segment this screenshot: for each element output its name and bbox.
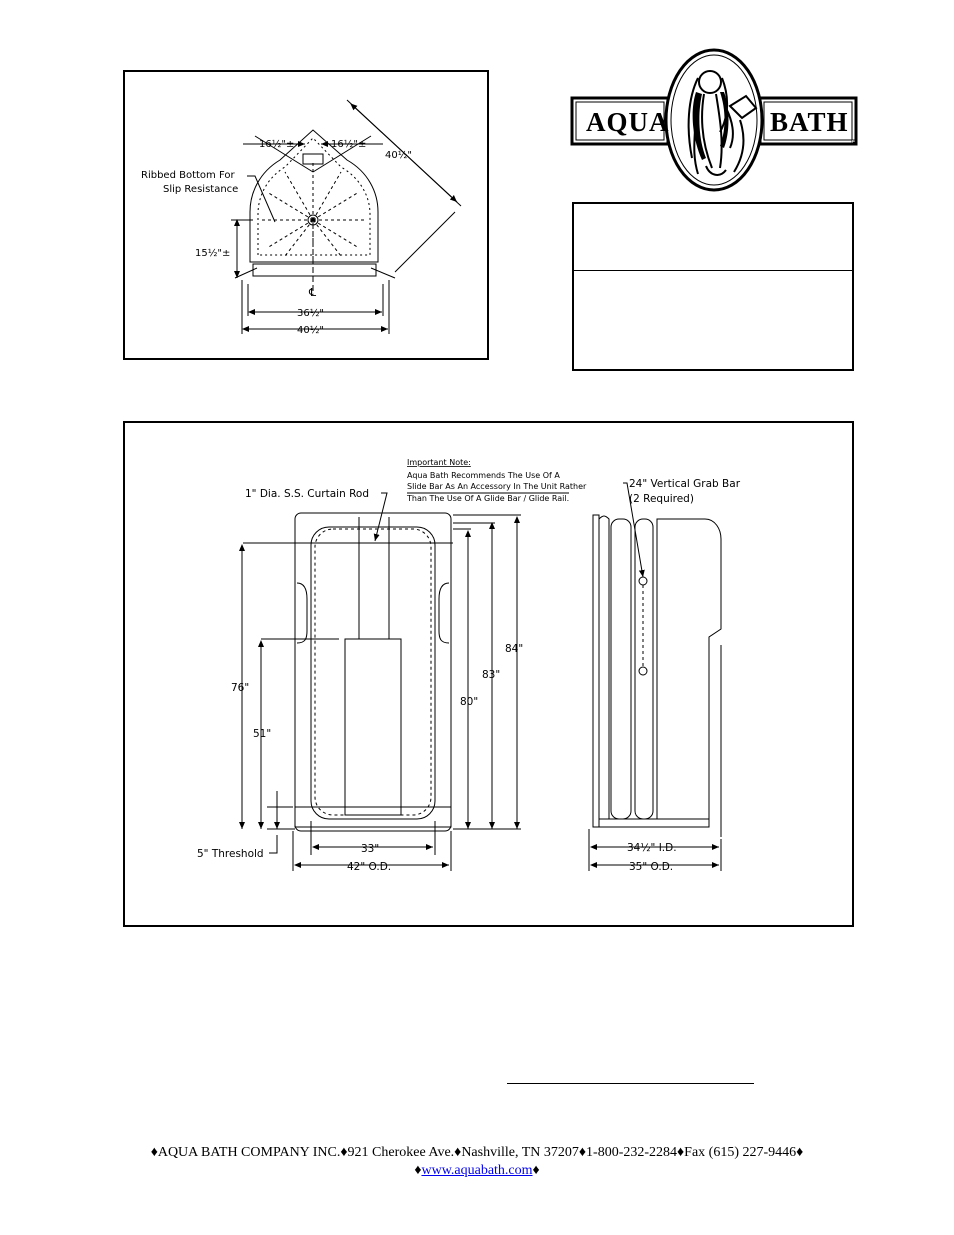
logo-left-word: AQUA: [586, 107, 670, 137]
logo-graphic: [570, 48, 860, 198]
threshold-label: 5" Threshold: [197, 848, 264, 860]
dim-outer-width: 40½": [297, 325, 325, 336]
dim-depth: 15½"±: [195, 248, 231, 259]
ribbed-label-line2: Slip Resistance: [163, 184, 239, 195]
footer-diamond-right: ♦: [532, 1163, 540, 1178]
important-note-line3: Than The Use Of A Glide Bar / Glide Rail.: [407, 494, 570, 503]
centerline-symbol: ℄: [309, 286, 317, 299]
ribbed-label-line1: Ribbed Bottom For: [141, 170, 235, 181]
elevation-drawing: [125, 423, 852, 925]
dim-84: 84": [505, 643, 524, 655]
footer-diamond-left: ♦: [414, 1163, 422, 1178]
footer-address: ♦AQUA BATH COMPANY INC.♦921 Cherokee Ave.♦Nashville, TN 37207♦1-800-232-2284♦Fax (615) 227-9446♦: [150, 1145, 804, 1160]
dim-76: 76": [231, 682, 250, 694]
dim-35-od: 35" O.D.: [629, 861, 674, 873]
dim-80: 80": [460, 696, 479, 708]
signature-line: [507, 1083, 754, 1084]
dim-51: 51": [253, 728, 272, 740]
registered-mark: ®: [850, 138, 858, 147]
plan-view-drawing: [125, 72, 487, 358]
info-box: [572, 202, 854, 371]
front-elevation: [293, 513, 453, 831]
plan-view-frame: [123, 70, 489, 360]
dim-diagonal: 40½": [385, 150, 413, 161]
important-note-line2: Slide Bar As An Accessory In The Unit Rather: [407, 482, 587, 491]
side-elevation: [593, 515, 721, 837]
website-link[interactable]: www.aquabath.com: [421, 1163, 533, 1178]
dim-inner-width: 36½": [297, 308, 325, 319]
curtain-rod-label: 1" Dia. S.S. Curtain Rod: [245, 488, 369, 500]
footer-website-line: [0, 1163, 954, 1179]
logo-right-word: BATH: [770, 107, 849, 137]
aqua-bath-logo: [570, 48, 860, 198]
important-note-title: Important Note:: [407, 458, 471, 467]
dim-83: 83": [482, 669, 501, 681]
grab-bar-label-line1: 24" Vertical Grab Bar: [629, 478, 741, 490]
elevation-frame: [123, 421, 854, 927]
dim-half-left: 16½"±: [259, 139, 295, 150]
dim-34-5-id: 34½" I.D.: [627, 842, 677, 854]
grab-bar-label-line2: (2 Required): [629, 493, 694, 505]
dim-33: 33": [361, 843, 380, 855]
dim-42-od: 42" O.D.: [347, 861, 392, 873]
info-box-divider: [574, 270, 852, 271]
dim-half-right: 16½"±: [331, 139, 367, 150]
important-note-line1: Aqua Bath Recommends The Use Of A: [407, 471, 560, 480]
